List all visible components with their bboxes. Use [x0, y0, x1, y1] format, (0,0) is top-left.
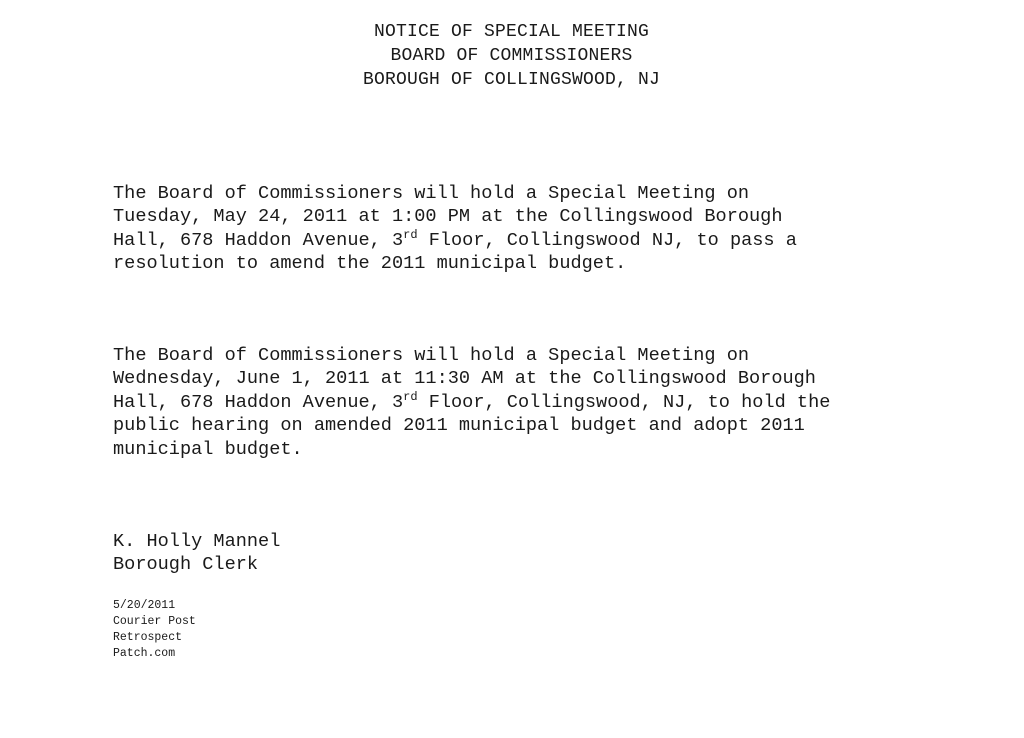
meeting-notice-paragraph-2 [113, 344, 923, 461]
publication-outlet: Patch.com [113, 647, 176, 660]
text-segment: Floor, Collingswood, NJ, to hold the [417, 391, 831, 413]
text-segment: Hall, 678 Haddon Avenue, 3 [113, 229, 404, 251]
text-segment: Hall, 678 Haddon Avenue, 3 [113, 391, 404, 413]
signature-block [113, 530, 280, 576]
ordinal-suffix: rd [403, 389, 418, 404]
paragraph-line: municipal budget. [113, 438, 303, 460]
paragraph-line: The Board of Commissioners will hold a Special Meeting on [113, 183, 750, 204]
meeting-notice-paragraph-1 [113, 182, 923, 276]
paragraph-line [113, 229, 923, 252]
ordinal-suffix: rd [403, 227, 418, 242]
signatory-name: K. Holly Mannel [113, 531, 281, 552]
paragraph-line: The Board of Commissioners will hold a Special Meeting on [113, 345, 750, 366]
notice-title: NOTICE OF SPECIAL MEETING [373, 22, 650, 42]
text-segment: Floor, Collingswood NJ, to pass a [417, 229, 797, 251]
publication-date: 5/20/2011 [113, 599, 176, 612]
paragraph-line: resolution to amend the 2011 municipal budget. [113, 253, 627, 275]
notice-header [0, 20, 1024, 92]
publication-outlet: Courier Post [113, 615, 196, 628]
board-name: BOARD OF COMMISSIONERS [390, 46, 633, 66]
distribution-list [113, 598, 196, 662]
publication-outlet: Retrospect [113, 631, 183, 644]
paragraph-line: Tuesday, May 24, 2011 at 1:00 PM at the Collingswood Borough [113, 206, 783, 228]
signatory-title: Borough Clerk [113, 554, 259, 575]
paragraph-line: Wednesday, June 1, 2011 at 11:30 AM at the Collingswood Borough [113, 368, 816, 390]
borough-name: BOROUGH OF COLLINGSWOOD, NJ [362, 70, 661, 90]
paragraph-line [113, 391, 923, 414]
paragraph-line: public hearing on amended 2011 municipal budget and adopt 2011 [113, 415, 805, 437]
